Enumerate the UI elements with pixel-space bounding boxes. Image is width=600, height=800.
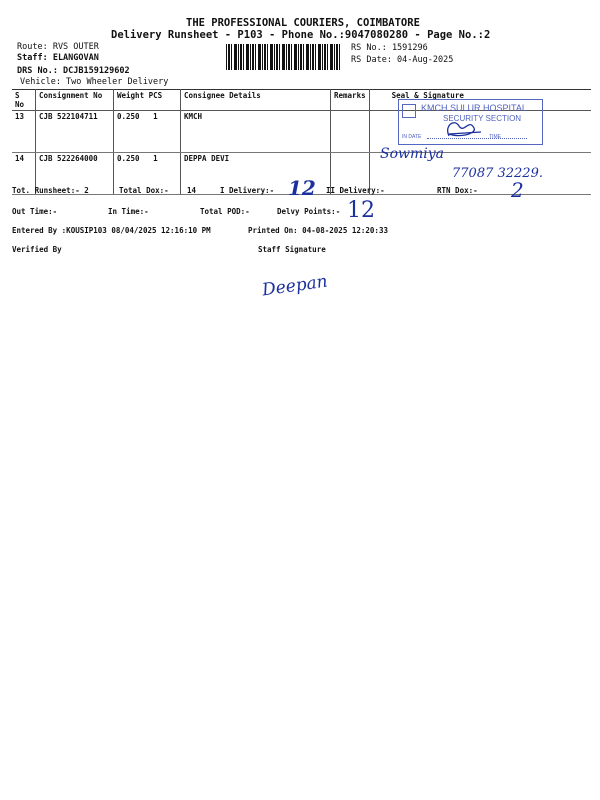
remarks — [331, 111, 370, 153]
hospital-stamp — [398, 99, 543, 145]
handwritten-phone: 77087 32229. — [452, 166, 543, 181]
delvy-points: Delvy Points:- — [277, 207, 341, 216]
col-consignee: Consignee Details — [181, 90, 331, 111]
stamp-scribble-signature — [439, 108, 484, 140]
runsheet-subtitle: Delivery Runsheet - P103 - Phone No.:9047080280 - Page No.:2 — [111, 29, 491, 41]
barcode — [226, 44, 342, 70]
col-sno: S No — [15, 91, 25, 109]
total-pod: Total POD:- — [200, 207, 250, 216]
staff: Staff: ELANGOVAN — [17, 53, 99, 63]
in-time: In Time:- — [108, 207, 149, 216]
col-remarks: Remarks — [331, 90, 370, 111]
consignment-no: CJB 522264000 — [36, 153, 114, 195]
col-consignment: Consignment No — [36, 90, 114, 111]
tot-runsheet: Tot. Runsheet:- 2 — [12, 186, 89, 195]
company-title: THE PROFESSIONAL COURIERS, COIMBATORE — [186, 17, 420, 29]
vehicle: Vehicle: Two Wheeler Delivery — [20, 77, 169, 87]
sno: 13 — [12, 111, 36, 153]
entered-by: Entered By :KOUSIP103 08/04/2025 12:16:10 PM — [12, 226, 211, 235]
consignee: KMCH — [181, 111, 331, 153]
pcs: 1 — [153, 112, 158, 121]
ii-delivery: II Delivery:- — [326, 186, 385, 195]
stamp-line1: KMCH SULUR HOSPITAL — [421, 103, 527, 113]
total-dox-value: 14 — [187, 186, 197, 195]
stamp-in-date: IN DATE — [402, 134, 422, 140]
staff-signature-label: Staff Signature — [258, 245, 326, 254]
out-time: Out Time:- — [12, 207, 58, 216]
pcs: 1 — [153, 154, 158, 163]
route: Route: RVS OUTER — [17, 42, 99, 52]
handwritten-rtn-dox: 2 — [511, 178, 524, 202]
staff-signature: Deepan — [260, 271, 329, 301]
stamp-line2: SECURITY SECTION — [443, 114, 522, 123]
rs-date: RS Date: 04-Aug-2025 — [351, 55, 454, 65]
rs-no: RS No.: 1591296 — [351, 43, 428, 53]
i-delivery: I Delivery:- — [220, 186, 275, 195]
verified-by: Verified By — [12, 245, 62, 254]
col-seal: Seal & Signature — [369, 90, 591, 111]
weight: 0.250 — [117, 154, 140, 163]
stamp-logo-icon — [402, 104, 416, 118]
handwritten-i-delivery: 12 — [288, 176, 316, 200]
weight-pcs — [114, 111, 181, 153]
total-dox: Total Dox:- — [119, 186, 169, 195]
handwritten-delvy-points: 12 — [347, 198, 375, 223]
weight: 0.250 — [117, 112, 140, 121]
sno: 14 — [12, 153, 36, 195]
stamp-time: TIME — [489, 134, 501, 140]
consignment-no: CJB 522104711 — [36, 111, 114, 153]
col-weight-pcs: Weight PCS — [114, 90, 181, 111]
printed-on: Printed On: 04-08-2025 12:20:33 — [248, 226, 388, 235]
consignee: DEPPA DEVI — [181, 153, 331, 195]
handwritten-name: Sowmiya — [380, 146, 445, 162]
rtn-dox: RTN Dox:- — [437, 186, 478, 195]
drs-no: DRS No.: DCJB159129602 — [17, 66, 130, 76]
